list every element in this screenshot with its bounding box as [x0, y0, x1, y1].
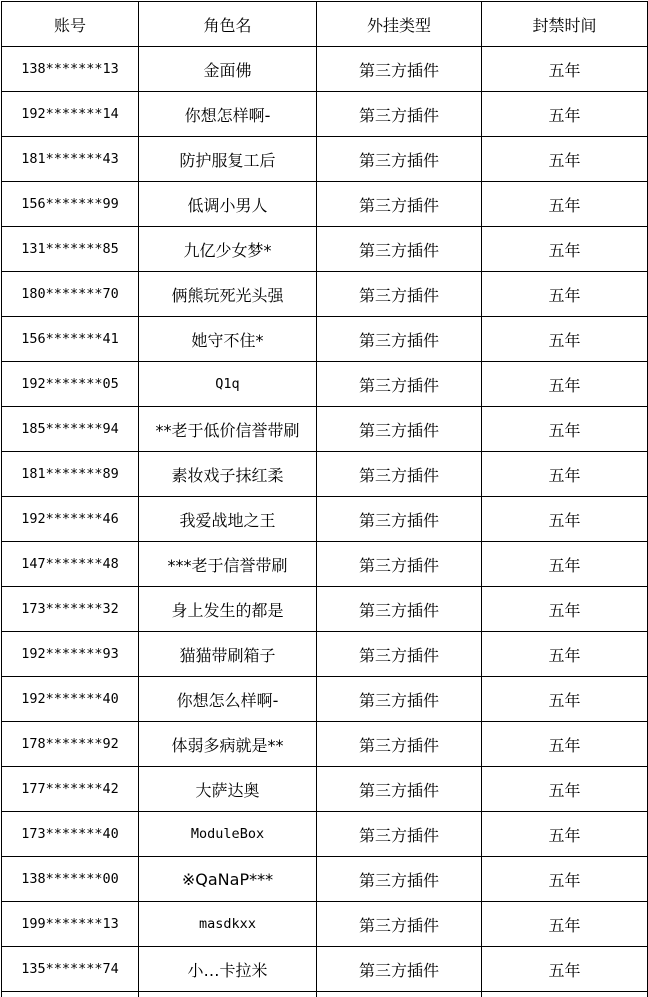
account-cell: 156*******99 — [2, 182, 139, 227]
role-name-cell: 你想怎样啊- — [139, 92, 317, 137]
ban-time-cell: 五年 — [482, 47, 648, 92]
ban-time-cell: 五年 — [482, 542, 648, 587]
role-name-cell: 九亿少女梦* — [139, 227, 317, 272]
table-row — [2, 722, 648, 767]
ban-time-cell: 五年 — [482, 272, 648, 317]
cheat-type-cell: 第三方插件 — [317, 227, 482, 272]
cheat-type-cell: 第三方插件 — [317, 722, 482, 767]
table-row — [2, 317, 648, 362]
role-name-cell: masdkxx — [139, 902, 317, 947]
ban-time-cell: 五年 — [482, 767, 648, 812]
cheat-type-cell: 第三方插件 — [317, 947, 482, 992]
table-row — [2, 947, 648, 992]
table-row — [2, 407, 648, 452]
cheat-type-cell: 第三方插件 — [317, 587, 482, 632]
table-row — [2, 272, 648, 317]
table-row — [2, 452, 648, 497]
table-row — [2, 362, 648, 407]
table-row — [2, 812, 648, 857]
account-cell: 178*******92 — [2, 722, 139, 767]
account-cell — [2, 992, 139, 997]
role-name-cell: 低调小男人 — [139, 182, 317, 227]
cheat-type-cell: 第三方插件 — [317, 317, 482, 362]
table-header — [2, 2, 648, 47]
ban-time-cell: 五年 — [482, 362, 648, 407]
account-cell: 192*******93 — [2, 632, 139, 677]
cheat-type-cell: 第三方插件 — [317, 362, 482, 407]
account-cell: 181*******43 — [2, 137, 139, 182]
header-row — [2, 2, 648, 47]
ban-time-cell: 五年 — [482, 497, 648, 542]
cheat-type-cell — [317, 992, 482, 997]
account-cell: 147*******48 — [2, 542, 139, 587]
account-cell: 185*******94 — [2, 407, 139, 452]
ban-time-cell: 五年 — [482, 812, 648, 857]
table-row — [2, 902, 648, 947]
ban-time-cell: 五年 — [482, 677, 648, 722]
cheat-type-cell: 第三方插件 — [317, 812, 482, 857]
account-cell: 180*******70 — [2, 272, 139, 317]
table-row — [2, 497, 648, 542]
ban-time-cell: 五年 — [482, 902, 648, 947]
cheat-type-cell: 第三方插件 — [317, 137, 482, 182]
table-row — [2, 227, 648, 272]
cheat-type-cell: 第三方插件 — [317, 407, 482, 452]
role-name-cell: 防护服复工后 — [139, 137, 317, 182]
table-row — [2, 677, 648, 722]
header-cheat-type: 外挂类型 — [317, 2, 482, 47]
table-row — [2, 47, 648, 92]
table-body — [2, 47, 648, 997]
ban-list-table — [1, 1, 648, 997]
ban-time-cell: 五年 — [482, 137, 648, 182]
cheat-type-cell: 第三方插件 — [317, 452, 482, 497]
table-row — [2, 182, 648, 227]
role-name-cell: 体弱多病就是** — [139, 722, 317, 767]
cheat-type-cell: 第三方插件 — [317, 902, 482, 947]
ban-time-cell: 五年 — [482, 92, 648, 137]
role-name-cell: **老于低价信誉带刷 — [139, 407, 317, 452]
ban-time-cell: 五年 — [482, 857, 648, 902]
role-name-cell: 大萨达奥 — [139, 767, 317, 812]
account-cell: 156*******41 — [2, 317, 139, 362]
cheat-type-cell: 第三方插件 — [317, 272, 482, 317]
role-name-cell: 小…卡拉米 — [139, 947, 317, 992]
ban-time-cell: 五年 — [482, 182, 648, 227]
cheat-type-cell: 第三方插件 — [317, 182, 482, 227]
role-name-cell: ModuleBox — [139, 812, 317, 857]
table-row — [2, 92, 648, 137]
role-name-cell: 金面佛 — [139, 47, 317, 92]
ban-time-cell — [482, 992, 648, 997]
account-cell: 177*******42 — [2, 767, 139, 812]
account-cell: 192*******05 — [2, 362, 139, 407]
table-row — [2, 857, 648, 902]
account-cell: 192*******14 — [2, 92, 139, 137]
table-row — [2, 992, 648, 997]
header-ban-time: 封禁时间 — [482, 2, 648, 47]
cheat-type-cell: 第三方插件 — [317, 677, 482, 722]
role-name-cell: 身上发生的都是 — [139, 587, 317, 632]
account-cell: 192*******46 — [2, 497, 139, 542]
header-role-name: 角色名 — [139, 2, 317, 47]
role-name-cell: 俩熊玩死光头强 — [139, 272, 317, 317]
role-name-cell: ***老于信誉带刷 — [139, 542, 317, 587]
table-row — [2, 137, 648, 182]
account-cell: 192*******40 — [2, 677, 139, 722]
table-row — [2, 542, 648, 587]
ban-time-cell: 五年 — [482, 947, 648, 992]
role-name-cell: Q1q — [139, 362, 317, 407]
cheat-type-cell: 第三方插件 — [317, 47, 482, 92]
cheat-type-cell: 第三方插件 — [317, 497, 482, 542]
account-cell: 173*******40 — [2, 812, 139, 857]
role-name-cell — [139, 992, 317, 997]
account-cell: 138*******13 — [2, 47, 139, 92]
role-name-cell: 猫猫带刷箱子 — [139, 632, 317, 677]
table-row — [2, 767, 648, 812]
ban-time-cell: 五年 — [482, 452, 648, 497]
ban-time-cell: 五年 — [482, 587, 648, 632]
account-cell: 199*******13 — [2, 902, 139, 947]
cheat-type-cell: 第三方插件 — [317, 542, 482, 587]
header-account: 账号 — [2, 2, 139, 47]
cheat-type-cell: 第三方插件 — [317, 92, 482, 137]
account-cell: 131*******85 — [2, 227, 139, 272]
account-cell: 173*******32 — [2, 587, 139, 632]
table-row — [2, 587, 648, 632]
role-name-cell: 我爱战地之王 — [139, 497, 317, 542]
ban-time-cell: 五年 — [482, 317, 648, 362]
table-row — [2, 632, 648, 677]
ban-time-cell: 五年 — [482, 632, 648, 677]
account-cell: 138*******00 — [2, 857, 139, 902]
account-cell: 181*******89 — [2, 452, 139, 497]
ban-time-cell: 五年 — [482, 227, 648, 272]
cheat-type-cell: 第三方插件 — [317, 632, 482, 677]
role-name-cell: 素妆戏子抹红柔 — [139, 452, 317, 497]
role-name-cell: 你想怎么样啊- — [139, 677, 317, 722]
ban-time-cell: 五年 — [482, 407, 648, 452]
cheat-type-cell: 第三方插件 — [317, 767, 482, 812]
cheat-type-cell: 第三方插件 — [317, 857, 482, 902]
role-name-cell: 她守不住* — [139, 317, 317, 362]
role-name-cell: ※QaNaP*** — [139, 857, 317, 902]
account-cell: 135*******74 — [2, 947, 139, 992]
ban-time-cell: 五年 — [482, 722, 648, 767]
